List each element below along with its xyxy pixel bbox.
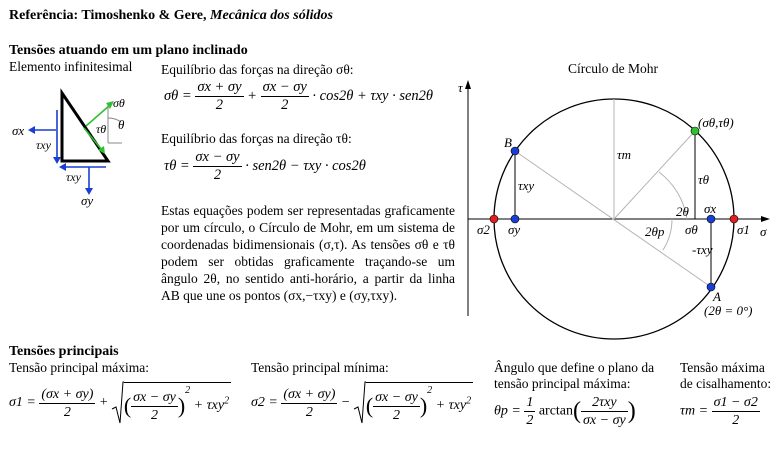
eq1-f1-num: σx + σy [197, 79, 242, 95]
thp-a-num: 2τxy [581, 394, 628, 412]
ttheta-label: τθ [96, 122, 107, 136]
s1-lhs: σ1 = [9, 395, 36, 411]
min-label: Tensão principal mínima: [251, 360, 389, 375]
thp-num: 1 [526, 395, 534, 410]
angle-label-2: tensão principal máxima: [494, 376, 631, 391]
stheta-label: σθ [685, 222, 698, 237]
reference-book: Mecânica dos sólidos [210, 8, 333, 23]
tm-formula [680, 394, 760, 429]
s2-rad-num: σx − σy [375, 389, 418, 405]
angle-label-1: Ângulo que define o plano da [494, 360, 655, 375]
s1-plus: + τxy [193, 398, 225, 414]
s2-radical [354, 381, 366, 425]
point-theta-label: (σθ,τθ) [698, 115, 734, 130]
sx-label: σx [704, 201, 717, 216]
eq1-f2-num: σx − σy [262, 79, 307, 95]
s1-formula: σ1 = $\frac{(\sigma x + \sigma y)}{2}$ + ( $\frac{\sigma x - \sigma y}{2}$ )$^2$ + τxy$^2$ [9, 381, 231, 425]
point-sx [707, 215, 715, 223]
s1-rad-num: σx − σy [133, 389, 176, 405]
eq1-tail: · cos2θ + τxy · sen2θ [312, 87, 434, 104]
txy-label: τxy [518, 178, 535, 193]
s2-formula: σ2 = $\frac{(\sigma x + \sigma y)}{2}$ − ( $\frac{\sigma x - \sigma y}{2}$ )$^2$ + τxy$^2$ [251, 381, 473, 425]
eq2-f-den: 2 [213, 167, 222, 183]
eq2-label: Equilíbrio das forças na direção τθ: [161, 131, 352, 146]
shear-label-2: de cisalhamento: [680, 376, 772, 391]
thp-a-den: σx − σy [583, 413, 626, 428]
principal-heading: Tensões principais [9, 344, 119, 359]
s1-den: 2 [63, 404, 71, 420]
neg-txy-label: -τxy [692, 242, 713, 257]
sy-label: σy [81, 193, 94, 208]
element-caption: Elemento infinitesimal [9, 59, 133, 74]
eq1-plus: + [247, 87, 257, 104]
sy-label: σy [508, 222, 521, 237]
thp-lhs: θp = [494, 403, 521, 419]
thp-formula: θp = $\frac{1}{2}$ arctan( $\frac{\text{2τxy}}{\sigma x - \sigma y}$ ) [494, 395, 636, 428]
s1-op: + [98, 395, 109, 411]
eq1-label: Equilíbrio das forças na direção σθ: [161, 62, 354, 77]
two-theta-label: 2θ [676, 204, 689, 219]
max-label: Tensão principal máxima: [9, 360, 150, 375]
sigma-axis-label: σ [760, 224, 767, 239]
tau-axis-label: τ [458, 80, 463, 95]
tm-num: σ1 − σ2 [713, 395, 758, 410]
reference-label: Referência: Timoshenko & Gere, [9, 8, 211, 23]
inclined-heading: Tensões atuando em um plano inclinado [9, 43, 248, 58]
s2-den: 2 [305, 404, 313, 420]
stheta-label: σθ [113, 96, 125, 110]
s2-op: − [340, 395, 351, 411]
s2-plus: + τxy [435, 398, 467, 414]
thp-den: 2 [526, 413, 534, 428]
sx-label: σx [12, 123, 25, 138]
description-paragraph: Estas equações podem ser representadas graficamente por um círculo, o Círculo de Mohr, em um sistema de coordenadas bidimensionais (σ,τ). As tensões σθ e τθ podem ser obtidas graficamente traçando-se um ângulo 2θ, no sentido anti-horário, a partir da linha AB que une os pontos (σx,−τxy) e (σy,τxy). [161, 203, 455, 303]
s2-num: (σx + σy) [283, 386, 336, 402]
s1-radical [112, 381, 124, 425]
s2-lhs: σ2 = [251, 395, 278, 411]
tm-lhs: τm = [680, 403, 709, 419]
a-note: (2θ = 0°) [704, 303, 753, 318]
two-theta-p-label: 2θp [645, 224, 665, 239]
s2-sq2: 2 [466, 395, 472, 407]
s2-label: σ2 [477, 222, 490, 237]
theta-label: θ [118, 117, 125, 132]
s2-rad-den: 2 [393, 407, 400, 423]
tm-den: 2 [732, 413, 740, 428]
eq2-f-num: σx − σy [195, 149, 240, 165]
thp-fn: arctan [538, 403, 574, 419]
eq1-lhs: σθ = [164, 87, 192, 104]
mohr-title: Círculo de Mohr [568, 61, 658, 76]
eq1-f2-den: 2 [281, 97, 289, 113]
shear-label-1: Tensão máxima [680, 360, 765, 375]
a-label: A [713, 289, 721, 304]
s1-label: σ1 [737, 222, 750, 237]
eq1-f1-den: 2 [215, 97, 224, 113]
txy-bottom-label: τxy [66, 170, 81, 184]
point-s2 [490, 215, 498, 223]
ttheta-label: τθ [698, 172, 710, 187]
point-b [511, 147, 519, 155]
b-label: B [504, 135, 512, 150]
s2-sq: 2 [427, 385, 433, 397]
s1-sq2: 2 [224, 395, 230, 407]
tm-label: τm [617, 147, 632, 162]
txy-left-label: τxy [36, 138, 51, 152]
s1-num: (σx + σy) [41, 386, 94, 402]
eq2-lhs: τθ = [164, 157, 190, 174]
s1-rad-den: 2 [151, 407, 158, 423]
eq2-tail: · sen2θ − τxy · cos2θ [245, 157, 366, 174]
s1-sq: 2 [185, 385, 191, 397]
